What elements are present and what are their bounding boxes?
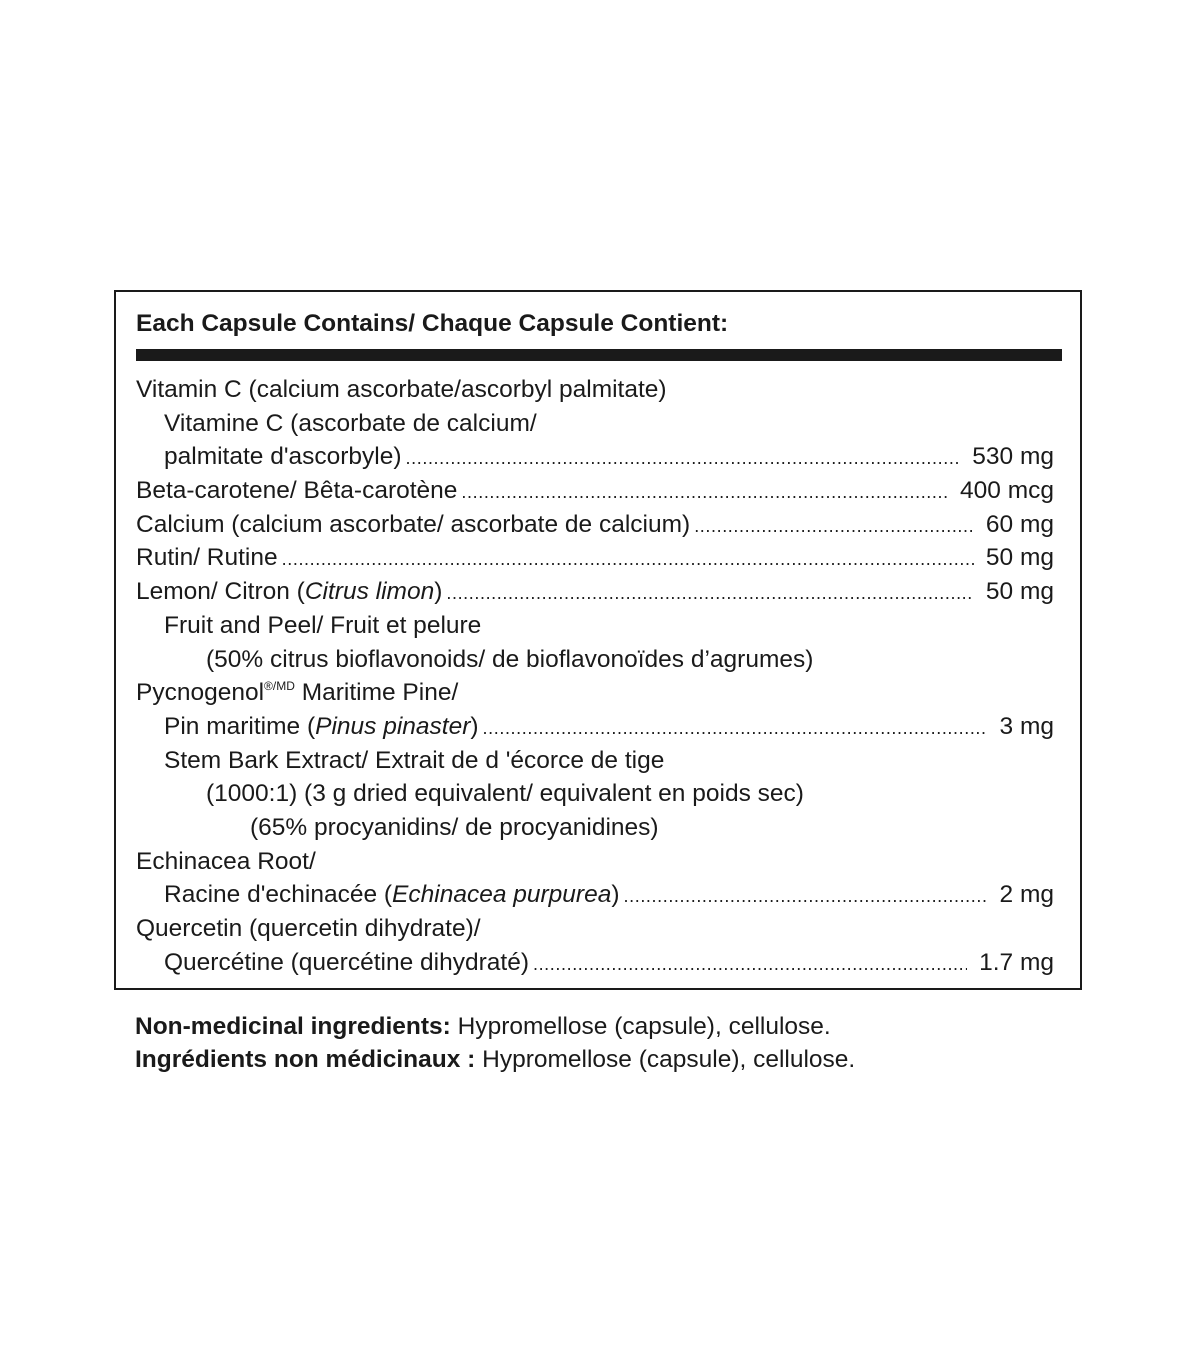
ingredient-row	[136, 710, 1054, 744]
ingredient-name	[164, 710, 479, 744]
ingredient-row	[136, 609, 1054, 643]
latin-name: Citrus limon	[304, 578, 435, 606]
ingredient-name: Quercétine (quercétine dihydraté)	[164, 948, 529, 976]
ingredient-row	[136, 811, 1054, 845]
ingredient-name	[136, 575, 442, 609]
name-part: )	[611, 881, 620, 909]
ingredient-name: (65% procyanidins/ de procyanidines)	[250, 813, 659, 841]
ingredient-name: palmitate d'ascorbyle)	[164, 443, 402, 471]
ingredient-name: Vitamine C (ascorbate de calcium/	[164, 409, 537, 437]
non-medicinal-fr	[135, 1043, 855, 1076]
non-medicinal-fr-label: Ingrédients non médicinaux :	[135, 1046, 476, 1073]
name-part: )	[470, 712, 479, 740]
ingredient-row	[136, 845, 1054, 879]
ingredient-name: (50% citrus bioflavonoids/ de bioflavonoïdes d’agrumes)	[206, 645, 814, 673]
name-part: Lemon/ Citron (	[136, 578, 305, 606]
dot-leader	[624, 880, 988, 914]
dot-leader	[282, 543, 974, 577]
name-part: Maritime Pine/	[294, 679, 459, 707]
ingredient-row	[136, 777, 1054, 811]
ingredient-list	[136, 373, 1054, 979]
ingredient-row	[136, 676, 1054, 710]
ingredient-row	[136, 373, 1054, 407]
dot-leader	[694, 510, 974, 544]
ingredient-name: Calcium (calcium ascorbate/ ascorbate de calcium)	[136, 510, 691, 538]
ingredient-name	[136, 676, 458, 710]
dot-leader	[446, 577, 974, 611]
ingredient-row	[136, 946, 1054, 980]
ingredient-amount: 530 mg	[972, 443, 1054, 471]
non-medicinal-en-text: Hypromellose (capsule), cellulose.	[450, 1013, 831, 1040]
ingredient-row	[136, 474, 1054, 508]
ingredient-row	[136, 407, 1054, 441]
non-medicinal-en-label: Non-medicinal ingredients:	[135, 1013, 451, 1040]
latin-name: Pinus pinaster	[315, 712, 471, 740]
name-part: Pycnogenol	[136, 679, 265, 707]
name-part: Racine d'echinacée (	[164, 881, 393, 909]
ingredient-row	[136, 440, 1054, 474]
non-medicinal-ingredients	[135, 1010, 855, 1076]
ingredient-row	[136, 643, 1054, 677]
ingredient-row	[136, 912, 1054, 946]
ingredient-row	[136, 878, 1054, 912]
dot-leader	[533, 948, 967, 982]
ingredient-amount: 3 mg	[999, 712, 1054, 740]
ingredient-amount: 1.7 mg	[979, 948, 1054, 976]
ingredient-amount: 50 mg	[985, 544, 1054, 572]
dot-leader	[461, 476, 948, 510]
ingredient-row	[136, 541, 1054, 575]
heavy-divider	[136, 349, 1062, 361]
panel-title: Each Capsule Contains/ Chaque Capsule Contient:	[136, 310, 729, 337]
ingredient-amount: 400 mcg	[960, 477, 1054, 505]
ingredient-row	[136, 508, 1054, 542]
ingredient-name: Beta-carotene/ Bêta-carotène	[136, 477, 458, 505]
latin-name: Echinacea purpurea	[392, 881, 612, 909]
dot-leader	[406, 442, 961, 476]
ingredient-row	[136, 744, 1054, 778]
name-part: )	[434, 578, 443, 606]
ingredient-name	[164, 878, 620, 912]
trademark-mark: ®/MD	[264, 679, 295, 694]
non-medicinal-fr-text: Hypromellose (capsule), cellulose.	[475, 1046, 856, 1073]
ingredient-amount: 50 mg	[985, 578, 1054, 606]
ingredient-name: Fruit and Peel/ Fruit et pelure	[164, 611, 482, 639]
ingredient-row	[136, 575, 1054, 609]
ingredient-name: (1000:1) (3 g dried equivalent/ equivalent en poids sec)	[206, 780, 804, 808]
non-medicinal-en	[135, 1010, 855, 1043]
ingredient-amount: 2 mg	[999, 881, 1054, 909]
supplement-facts-panel	[114, 290, 1082, 990]
name-part: Pin maritime (	[164, 712, 316, 740]
ingredient-amount: 60 mg	[985, 510, 1054, 538]
ingredient-name: Quercetin (quercetin dihydrate)/	[136, 915, 481, 942]
ingredient-name: Stem Bark Extract/ Extrait de d 'écorce de tige	[164, 746, 665, 774]
ingredient-name: Vitamin C (calcium ascorbate/ascorbyl palmitate)	[136, 376, 667, 403]
ingredient-name: Rutin/ Rutine	[136, 544, 278, 572]
dot-leader	[483, 712, 988, 746]
ingredient-name: Echinacea Root/	[136, 847, 316, 875]
